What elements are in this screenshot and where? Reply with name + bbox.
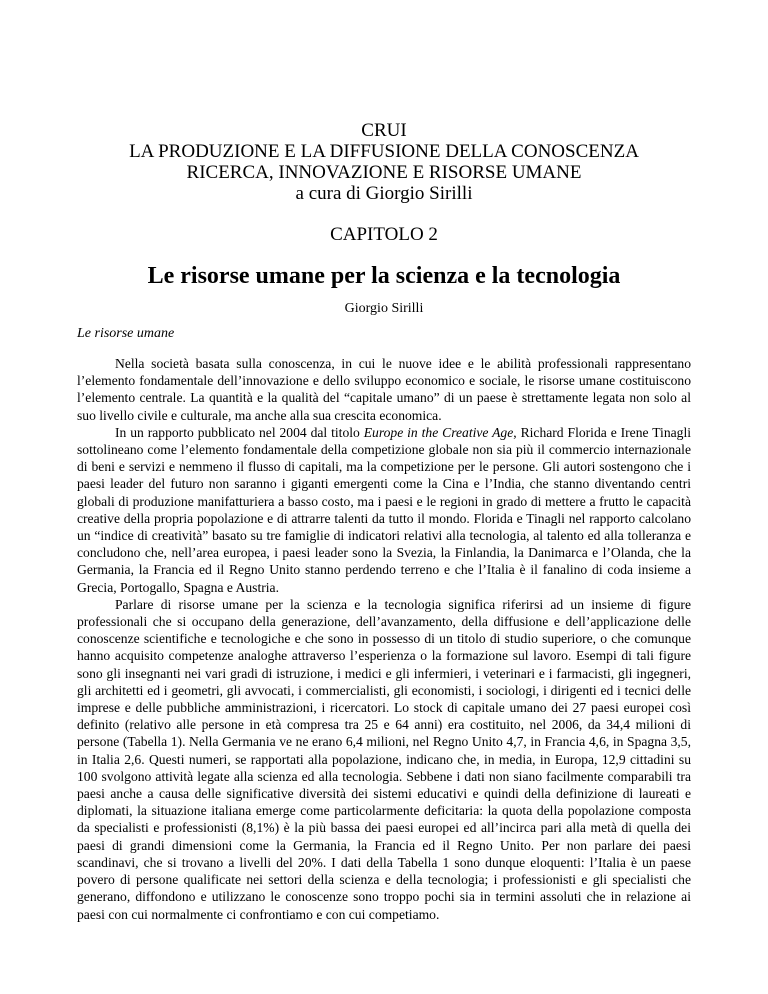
author-name: Giorgio Sirilli — [344, 301, 424, 316]
header-line-editor: a cura di Giorgio Sirilli — [295, 183, 473, 204]
chapter-title: Le risorse umane per la scienza e la tecnologia — [147, 263, 621, 289]
paragraph-3: Parlare di risorse umane per la scienza e la tecnologia significa riferirsi ad un insieme di figure professionali che si occupano della generazione, dell’avanzamento, della diffusione e dell’applicazione delle conoscenze scientifiche e tecnologiche e che sono in possesso di un titolo di studio superiore, o che comunque hanno acquisito competenze analoghe attraverso l’esperienza o la formazione sul lavoro. Esempi di tali figure sono gli insegnanti nei vari gradi di istruzione, i medici e gli infermieri, i veterinari e i farmacisti, gli ingegneri, gli architetti ed i geometri, gli avvocati, i commercialisti, gli economisti, i sociologi, i dirigenti ed i tecnici delle imprese e delle pubbliche amministrazioni, i ricercatori. Lo stock di capitale umano dei 27 paesi europei così definito (relativo alle persone in età compresa tra 25 e 64 anni) era costituito, nel 2006, da 34,4 milioni di persone (Tabella 1). Nella Germania ve ne erano 6,4 milioni, nel Regno Unito 4,7, in Francia 4,6, in Spagna 3,5, in Italia 2,6. Questi numeri, se rapportati alla popolazione, indicano che, in media, in Europa, 12,9 cittadini su 100 svolgono attività legate alla scienza ed alla tecnologia. Sebbene i dati non siano facilmente comparabili tra paesi anche a causa delle significative diversità dei sistemi educativi e quindi della definizione di laureati e diplomati, la situazione italiana emerge come particolarmente deficitaria: la quota della popolazione composta da specialisti e professionisti (8,1%) è la più bassa dei paesi europei ed all’incirca pari alla metà di quella dei paesi di grandi dimensioni come la Germania, la Francia ed il Regno Unito. Per non parlare dei paesi scandinavi, che si trovano a livelli del 20%. I dati della Tabella 1 sono dunque eloquenti: l’Italia è un paese povero di persone qualificate nei settori della scienza e della tecnologia; i professionisti e gli specialisti che generano, diffondono e utilizzano le conoscenze sono troppo pochi sia in termini assoluti che in relazione ai paesi con cui normalmente ci confrontiamo e con cui competiamo. — [77, 596, 691, 922]
body-text — [77, 355, 691, 923]
paragraph-2 — [77, 424, 691, 596]
paragraph-1: Nella società basata sulla conoscenza, in cui le nuove idee e le abilità professionali rappresentano l’elemento fondamentale dell’innovazione e dello sviluppo economico e sociale, le risorse umane costituiscono l’elemento centrale. La quantità e la qualità del “capitale umano” di un paese è strettamente legata non solo al suo livello civile e culturale, ma anche alla sua crescita economica. — [77, 356, 691, 423]
paragraph-2-lead: In un rapporto pubblicato nel 2004 dal titolo — [115, 424, 364, 440]
header-line-crui: CRUI — [361, 120, 407, 141]
header-line-subtitle: RICERCA, INNOVAZIONE E RISORSE UMANE — [186, 162, 582, 183]
chapter-label: CAPITOLO 2 — [330, 224, 438, 245]
header-line-book-title: LA PRODUZIONE E LA DIFFUSIONE DELLA CONOSCENZA — [129, 141, 639, 162]
report-title: Europe in the Creative Age — [363, 424, 514, 440]
paragraph-2-rest: , Richard Florida e Irene Tinagli sottolineano come l’elemento fondamentale della competizione globale non sia più il commercio internazionale di beni e servizi e nemmeno il flusso di capitali, ma la competizione per le persone. Gli autori sostengono che i paesi leader del futuro non saranno i giganti emergenti come la Cina e l’India, che stanno diventando centri globali di produzione manifatturiera a basso costo, ma i paesi e le regioni in grado di mettere a frutto le capacità creative della propria popolazione e di attrarre talenti da tutto il mondo. Florida e Tinagli nel rapporto calcolano un “indice di creatività” basato su tre famiglie di indicatori relativi alla tecnologia, al talento ed alla tolleranza e concludono che, nell’area europea, i paesi leader sono la Svezia, la Finlandia, la Danimarca e l’Olanda, che la Germania, la Francia ed il Regno Unito stanno perdendo terreno e che l’Italia è il fanalino di coda insieme a Grecia, Portogallo, Spagna e Austria. — [77, 424, 691, 595]
section-heading: Le risorse umane — [77, 326, 175, 341]
